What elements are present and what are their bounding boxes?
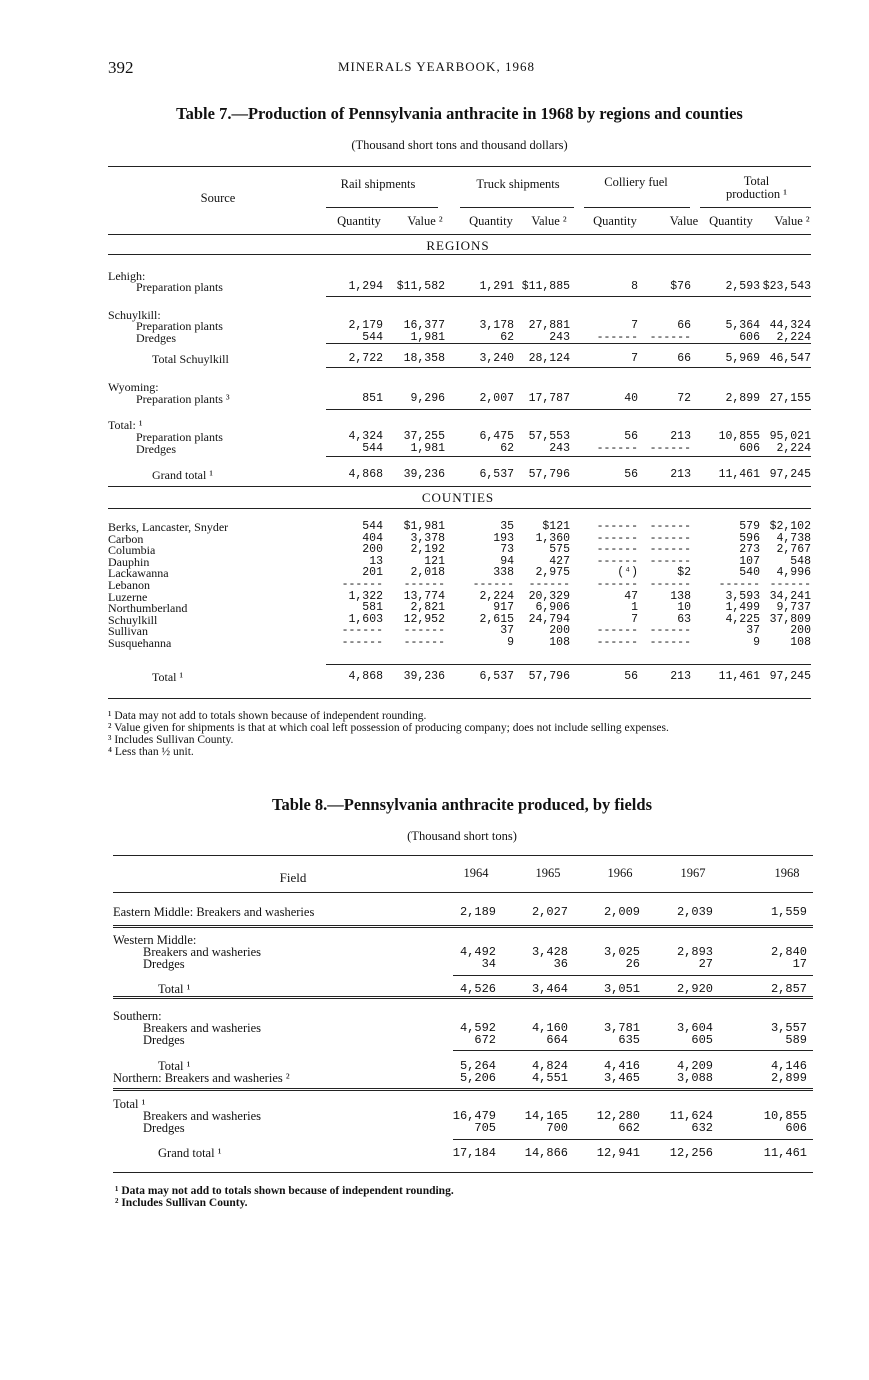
table7-subtitle: (Thousand short tons and thousand dollars)	[351, 138, 568, 152]
field-row-11-cell-3: 11,624	[669, 1109, 713, 1123]
field-row-13-cell-1: 14,866	[524, 1146, 568, 1160]
region-row-4-cell-0: 544	[362, 331, 383, 344]
field-row-7-cell-3: 605	[691, 1033, 713, 1047]
region-row-1-cell-6: 2,593	[725, 280, 760, 293]
county-row-9-cell-3: 200	[549, 624, 570, 638]
field-row-3-cell-1: 36	[553, 957, 568, 971]
county-row-10-cell-3: 108	[549, 636, 570, 649]
field-row-12-label: Dredges	[143, 1121, 185, 1135]
county-row-6-cell-3: 20,329	[528, 589, 570, 603]
region-row-5-cell-6: 5,969	[725, 352, 760, 365]
county-row-2-cell-5: ------	[649, 543, 691, 557]
county-row-9-label: Sullivan	[108, 624, 149, 639]
field-row-7-label: Dredges	[143, 1033, 185, 1047]
county-row-4-cell-3: 2,975	[535, 566, 570, 580]
county-row-9-cell-5: ------	[649, 624, 691, 638]
county-row-8-label: Schuylkill	[108, 612, 158, 627]
region-row-10-cell-3: 243	[549, 442, 570, 455]
region-row-7-label: Preparation plants ³	[136, 392, 230, 406]
field-row-8-cell-2: 4,416	[603, 1059, 640, 1073]
region-row-4-cell-3: 243	[549, 331, 570, 344]
region-row-0-label: Lehigh:	[108, 269, 146, 283]
county-row-2-cell-2: 73	[500, 543, 514, 557]
county-row-3-cell-2: 94	[500, 554, 514, 568]
field-row-6-cell-1: 4,160	[531, 1021, 568, 1035]
subheader-3: Value ²	[531, 214, 567, 228]
county-row-2-cell-3: 575	[549, 543, 570, 557]
region-row-1-cell-1: $11,582	[396, 280, 445, 293]
field-row-3-cell-3: 27	[698, 957, 713, 971]
region-row-5-cell-0: 2,722	[348, 352, 383, 365]
region-row-4-cell-5: ------	[649, 331, 691, 344]
region-row-4-cell-2: 62	[500, 331, 514, 344]
county-row-2-cell-7: 2,767	[776, 543, 811, 557]
region-row-9-cell-4: 56	[624, 430, 638, 443]
region-row-10-label: Dredges	[136, 442, 176, 456]
county-row-7-label: Northumberland	[108, 601, 188, 616]
county-row-1-cell-6: 596	[739, 531, 760, 545]
subheader-7: Value ²	[774, 214, 810, 228]
region-row-9-cell-1: 37,255	[403, 430, 445, 443]
county-row-1-label: Carbon	[108, 531, 144, 546]
region-row-11-cell-5: 213	[670, 468, 691, 481]
field-row-3-cell-2: 26	[625, 957, 640, 971]
table7-footnote-1: ² Value given for shipments is that at which coal left possession of producing company; does not include selling expenses.	[108, 722, 669, 734]
year-header-4: 1968	[774, 866, 800, 880]
counties-total-row-cell-7: 97,245	[769, 670, 811, 683]
field-row-12-cell-1: 700	[546, 1121, 568, 1135]
group-total-label: Total production ¹	[725, 174, 788, 201]
field-row-12-cell-4: 606	[785, 1121, 807, 1135]
county-row-9-cell-0: ------	[341, 624, 383, 638]
group-truck: Truck shipments	[476, 177, 560, 191]
county-row-6-cell-2: 2,224	[479, 589, 514, 603]
region-row-11-cell-2: 6,537	[479, 468, 514, 481]
field-row-12-cell-3: 632	[691, 1121, 713, 1135]
county-row-6-cell-7: 34,241	[769, 589, 811, 603]
county-row-1-cell-3: 1,360	[535, 531, 570, 545]
county-row-7-cell-4: 1	[631, 601, 638, 615]
county-row-2-cell-1: 2,192	[410, 543, 445, 557]
region-row-4-label: Dredges	[136, 331, 176, 345]
county-row-8-cell-4: 7	[631, 612, 638, 626]
year-header-3: 1967	[680, 866, 706, 880]
county-row-4-cell-5: $2	[677, 566, 691, 580]
county-row-0-cell-6: 579	[739, 520, 760, 533]
field-row-10-label: Total ¹	[113, 1097, 146, 1111]
group-colliery: Colliery fuel	[604, 175, 668, 189]
county-row-0-cell-7: $2,102	[769, 520, 811, 533]
table7-footnote-2: ³ Includes Sullivan County.	[108, 734, 234, 746]
region-row-3-label: Preparation plants	[136, 319, 223, 333]
field-row-9-label: Northern: Breakers and washeries ²	[113, 1071, 290, 1085]
county-row-4-cell-7: 4,996	[776, 566, 811, 580]
county-row-5-cell-5: ------	[649, 578, 691, 591]
field-row-13-cell-3: 12,256	[669, 1146, 713, 1160]
field-row-3-cell-4: 17	[792, 957, 807, 971]
region-row-11-cell-4: 56	[624, 468, 638, 481]
field-row-9-cell-1: 4,551	[531, 1071, 568, 1085]
table8-subtitle: (Thousand short tons)	[407, 829, 517, 843]
regions-label: REGIONS	[426, 238, 490, 253]
field-row-2-cell-3: 2,893	[676, 945, 713, 959]
county-row-8-cell-6: 4,225	[725, 612, 760, 626]
field-row-7-cell-0: 672	[474, 1033, 496, 1047]
field-row-8-cell-4: 4,146	[770, 1059, 807, 1073]
field-row-13-cell-2: 12,941	[596, 1146, 640, 1160]
region-row-3-cell-7: 44,324	[769, 319, 811, 332]
region-row-3-cell-4: 7	[631, 319, 638, 332]
region-row-1-cell-0: 1,294	[348, 280, 383, 293]
region-row-5-cell-4: 7	[631, 352, 638, 365]
field-row-4-label: Total ¹	[158, 982, 191, 996]
region-row-8-label: Total: ¹	[108, 418, 143, 432]
region-row-9-cell-0: 4,324	[348, 430, 383, 443]
county-row-5-cell-4: ------	[596, 578, 638, 591]
county-row-0-cell-1: $1,981	[403, 520, 445, 533]
running-title: MINERALS YEARBOOK, 1968	[338, 59, 535, 74]
field-row-6-label: Breakers and washeries	[143, 1021, 262, 1035]
county-row-6-cell-0: 1,322	[348, 589, 383, 603]
county-row-4-cell-1: 2,018	[410, 566, 445, 580]
page-number: 392	[108, 58, 134, 77]
counties-total-row-label: Total ¹	[152, 670, 184, 684]
source-header: Source	[200, 191, 236, 205]
field-row-7-cell-1: 664	[546, 1033, 568, 1047]
county-row-6-cell-1: 13,774	[403, 589, 445, 603]
county-row-9-cell-1: ------	[403, 624, 445, 638]
counties-total-row-cell-4: 56	[624, 670, 638, 683]
region-row-11-cell-3: 57,796	[528, 468, 570, 481]
county-row-3-cell-3: 427	[549, 554, 570, 568]
region-row-10-cell-4: ------	[596, 442, 638, 455]
region-row-7-cell-7: 27,155	[769, 392, 811, 405]
region-row-2-label: Schuylkill:	[108, 308, 161, 322]
field-row-4-cell-4: 2,857	[770, 982, 807, 996]
subheader-5: Value	[669, 214, 699, 228]
subheader-4: Quantity	[593, 214, 637, 228]
county-row-10-cell-6: 9	[753, 636, 760, 649]
field-row-1-label: Western Middle:	[113, 933, 197, 947]
region-row-1-cell-7: $23,543	[762, 280, 811, 293]
county-row-7-cell-0: 581	[362, 601, 383, 615]
field-row-13-cell-0: 17,184	[452, 1146, 496, 1160]
field-header: Field	[279, 870, 307, 885]
field-row-9-cell-2: 3,465	[603, 1071, 640, 1085]
field-row-2-cell-2: 3,025	[603, 945, 640, 959]
field-row-11-cell-1: 14,165	[524, 1109, 568, 1123]
region-row-7-cell-2: 2,007	[479, 392, 514, 405]
field-row-4-cell-1: 3,464	[531, 982, 568, 996]
region-row-1-cell-3: $11,885	[521, 280, 570, 293]
county-row-6-label: Luzerne	[108, 589, 148, 604]
county-row-9-cell-2: 37	[500, 624, 514, 638]
field-row-3	[113, 958, 813, 971]
county-row-0-cell-0: 544	[362, 520, 383, 533]
county-row-1-cell-1: 3,378	[410, 531, 445, 545]
county-row-3-label: Dauphin	[108, 554, 150, 569]
county-row-3-cell-6: 107	[739, 554, 760, 568]
county-row-10-cell-0: ------	[341, 636, 383, 649]
counties-total-row-cell-3: 57,796	[528, 670, 570, 683]
field-row-2-label: Breakers and washeries	[143, 945, 262, 959]
field-row-5-label: Southern:	[113, 1009, 162, 1023]
field-row-2-cell-0: 4,492	[459, 945, 496, 959]
county-row-4-cell-0: 201	[362, 566, 383, 580]
county-row-5-cell-1: ------	[403, 578, 445, 591]
county-row-3-cell-7: 548	[790, 554, 811, 568]
county-row-9-cell-6: 37	[746, 624, 760, 638]
region-row-9-cell-7: 95,021	[769, 430, 811, 443]
field-row-3-cell-0: 34	[481, 957, 496, 971]
region-row-9-label: Preparation plants	[136, 430, 223, 444]
field-row-9-cell-4: 2,899	[770, 1071, 807, 1085]
county-row-5-cell-7: ------	[769, 578, 811, 591]
region-row-5-label: Total Schuylkill	[152, 352, 229, 366]
region-row-3-cell-5: 66	[677, 319, 691, 332]
field-row-11-cell-2: 12,280	[596, 1109, 640, 1123]
county-row-7-cell-6: 1,499	[725, 601, 760, 615]
subheader-6: Quantity	[709, 214, 753, 228]
field-row-0-cell-0: 2,189	[459, 905, 496, 919]
field-row-11-label: Breakers and washeries	[143, 1109, 262, 1123]
field-row-6-cell-3: 3,604	[676, 1021, 713, 1035]
region-row-5-cell-1: 18,358	[403, 352, 445, 365]
county-row-0-cell-2: 35	[500, 520, 514, 533]
field-row-0	[113, 906, 813, 919]
county-row-1-cell-4: ------	[596, 531, 638, 545]
region-row-5-cell-5: 66	[677, 352, 691, 365]
region-row-3-cell-2: 3,178	[479, 319, 514, 332]
table8-footnote-0: ¹ Data may not add to totals shown because of independent rounding.	[115, 1185, 454, 1197]
year-header-2: 1966	[607, 866, 633, 880]
subheader-0: Quantity	[337, 214, 381, 228]
table7-footnote-0: ¹ Data may not add to totals shown because of independent rounding.	[108, 710, 427, 722]
region-row-11-cell-0: 4,868	[348, 468, 383, 481]
field-row-7-cell-4: 589	[785, 1033, 807, 1047]
subheader-2: Quantity	[469, 214, 513, 228]
region-row-7-cell-0: 851	[362, 392, 383, 405]
field-row-6-cell-4: 3,557	[770, 1021, 807, 1035]
subheader-1: Value ²	[407, 214, 443, 228]
county-row-10-cell-5: ------	[649, 636, 691, 649]
field-row-8-cell-1: 4,824	[531, 1059, 568, 1073]
county-row-4-cell-6: 540	[739, 566, 760, 580]
region-row-9-cell-6: 10,855	[718, 430, 760, 443]
field-row-4-cell-0: 4,526	[459, 982, 496, 996]
field-row-13	[113, 1147, 813, 1160]
region-row-1-cell-5: $76	[670, 280, 691, 293]
county-row-7-cell-5: 10	[677, 601, 691, 615]
region-row-7-cell-1: 9,296	[410, 392, 445, 405]
region-row-7-cell-6: 2,899	[725, 392, 760, 405]
region-row-4-cell-7: 2,224	[776, 331, 811, 344]
region-row-9-cell-3: 57,553	[528, 430, 570, 443]
field-row-4-cell-3: 2,920	[676, 982, 713, 996]
county-row-8-cell-3: 24,794	[528, 612, 570, 626]
county-row-10-label: Susquehanna	[108, 636, 172, 650]
field-row-0-cell-2: 2,009	[603, 905, 640, 919]
region-row-5-cell-3: 28,124	[528, 352, 570, 365]
field-row-13-cell-4: 11,461	[763, 1146, 807, 1160]
region-row-10-cell-7: 2,224	[776, 442, 811, 455]
region-row-3-cell-1: 16,377	[403, 319, 445, 332]
region-row-4-cell-1: 1,981	[410, 331, 445, 344]
counties-total-row-cell-5: 213	[670, 670, 691, 683]
county-row-9-cell-4: ------	[596, 624, 638, 638]
field-row-4	[113, 983, 813, 996]
region-row-9-cell-2: 6,475	[479, 430, 514, 443]
county-row-5-cell-2: ------	[472, 578, 514, 591]
county-row-8-cell-7: 37,809	[769, 612, 811, 626]
county-row-6-cell-5: 138	[670, 589, 691, 603]
region-row-4-cell-4: ------	[596, 331, 638, 344]
county-row-10-cell-2: 9	[507, 636, 514, 649]
region-row-11-cell-7: 97,245	[769, 468, 811, 481]
region-row-6-label: Wyoming:	[108, 380, 159, 394]
region-row-9-cell-5: 213	[670, 430, 691, 443]
field-row-2-cell-1: 3,428	[531, 945, 568, 959]
region-row-7-cell-5: 72	[677, 392, 691, 405]
field-row-8-label: Total ¹	[158, 1059, 191, 1073]
county-row-7-cell-3: 6,906	[535, 601, 570, 615]
county-row-8-cell-5: 63	[677, 612, 691, 626]
county-row-10-cell-4: ------	[596, 636, 638, 649]
county-row-3-cell-5: ------	[649, 554, 691, 568]
county-row-2-cell-0: 200	[362, 543, 383, 557]
county-row-4-label: Lackawanna	[108, 566, 169, 581]
field-row-2-cell-4: 2,840	[770, 945, 807, 959]
county-row-7-cell-2: 917	[493, 601, 514, 615]
county-row-5-cell-0: ------	[341, 578, 383, 591]
field-row-12-cell-2: 662	[618, 1121, 640, 1135]
field-row-9-cell-3: 3,088	[676, 1071, 713, 1085]
field-row-6-cell-0: 4,592	[459, 1021, 496, 1035]
counties-total-row-cell-6: 11,461	[718, 670, 760, 683]
field-row-3-label: Dredges	[143, 957, 185, 971]
region-row-11-cell-6: 11,461	[718, 468, 760, 481]
region-row-11-cell-1: 39,236	[403, 468, 445, 481]
county-row-5-label: Lebanon	[108, 578, 150, 592]
counties-label: COUNTIES	[421, 490, 495, 505]
region-row-4-cell-6: 606	[739, 331, 760, 344]
county-row-0-cell-3: $121	[542, 520, 570, 533]
field-row-0-cell-4: 1,559	[770, 905, 807, 919]
field-row-9	[113, 1072, 813, 1085]
region-row-10-cell-0: 544	[362, 442, 383, 455]
county-row-0-label: Berks, Lancaster, Snyder	[108, 520, 229, 534]
field-row-0-cell-3: 2,039	[676, 905, 713, 919]
table8-footnotes	[115, 1185, 805, 1209]
county-row-2-label: Columbia	[108, 543, 156, 558]
field-row-7	[113, 1034, 813, 1047]
county-row-0-cell-5: ------	[649, 520, 691, 533]
field-row-6-cell-2: 3,781	[603, 1021, 640, 1035]
county-row-5-cell-6: ------	[718, 578, 760, 591]
field-row-12-cell-0: 705	[474, 1121, 496, 1135]
county-row-8-cell-2: 2,615	[479, 612, 514, 626]
county-row-4-cell-2: 338	[493, 566, 514, 580]
county-row-8-cell-0: 1,603	[348, 612, 383, 626]
counties-total-row-cell-2: 6,537	[479, 670, 514, 683]
region-row-1-cell-4: 8	[631, 280, 638, 293]
county-row-3-cell-4: ------	[596, 554, 638, 568]
table7-footnote-3: ⁴ Less than ½ unit.	[108, 746, 194, 758]
county-row-10-cell-7: 108	[790, 636, 811, 649]
region-row-11-label: Grand total ¹	[152, 468, 213, 482]
county-row-6-cell-4: 47	[624, 589, 638, 603]
county-row-10-cell-1: ------	[403, 636, 445, 649]
field-row-13-label: Grand total ¹	[158, 1146, 222, 1160]
region-row-7-cell-4: 40	[624, 392, 638, 405]
field-row-11-cell-4: 10,855	[763, 1109, 807, 1123]
county-row-8-cell-1: 12,952	[403, 612, 445, 626]
region-row-5-cell-7: 46,547	[769, 352, 811, 365]
county-row-1-cell-5: ------	[649, 531, 691, 545]
field-row-0-label: Eastern Middle: Breakers and washeries	[113, 905, 315, 919]
region-row-10-cell-5: ------	[649, 442, 691, 455]
table8	[113, 0, 813, 1380]
region-row-3-cell-3: 27,881	[528, 319, 570, 332]
field-row-11-cell-0: 16,479	[452, 1109, 496, 1123]
field-row-4-cell-2: 3,051	[603, 982, 640, 996]
region-row-3-cell-6: 5,364	[725, 319, 760, 332]
region-row-10-cell-2: 62	[500, 442, 514, 455]
county-row-3-cell-1: 121	[424, 554, 445, 568]
field-row-0-cell-1: 2,027	[531, 905, 568, 919]
counties-total-row-cell-0: 4,868	[348, 670, 383, 683]
county-row-9-cell-7: 200	[790, 624, 811, 638]
field-row-12	[113, 1122, 813, 1135]
field-row-8-cell-3: 4,209	[676, 1059, 713, 1073]
field-row-9-cell-0: 5,206	[459, 1071, 496, 1085]
table8-footnote-1: ² Includes Sullivan County.	[115, 1197, 248, 1209]
year-header-0: 1964	[463, 866, 489, 880]
county-row-7-cell-1: 2,821	[410, 601, 445, 615]
region-row-7-cell-3: 17,787	[528, 392, 570, 405]
county-row-4-cell-4: (⁴)	[617, 566, 638, 580]
county-row-1-cell-2: 193	[493, 531, 514, 545]
region-row-1-label: Preparation plants	[136, 280, 223, 294]
county-row-1-cell-0: 404	[362, 531, 383, 545]
county-row-2-cell-4: ------	[596, 543, 638, 557]
table7-title: Table 7.—Production of Pennsylvania anthracite in 1968 by regions and counties	[176, 104, 743, 123]
region-row-1-cell-2: 1,291	[479, 280, 514, 293]
county-row-5-cell-3: ------	[528, 578, 570, 591]
region-row-10-cell-1: 1,981	[410, 442, 445, 455]
county-row-2-cell-6: 273	[739, 543, 760, 557]
region-row-3-cell-0: 2,179	[348, 319, 383, 332]
table8-title: Table 8.—Pennsylvania anthracite produced, by fields	[271, 795, 652, 814]
county-row-7-cell-7: 9,737	[776, 601, 811, 615]
county-row-0-cell-4: ------	[596, 520, 638, 533]
group-rail: Rail shipments	[340, 177, 416, 191]
county-row-1-cell-7: 4,738	[776, 531, 811, 545]
county-row-6-cell-6: 3,593	[725, 589, 760, 603]
field-row-8-cell-0: 5,264	[459, 1059, 496, 1073]
region-row-5-cell-2: 3,240	[479, 352, 514, 365]
counties-total-row-cell-1: 39,236	[403, 670, 445, 683]
county-row-3-cell-0: 13	[369, 554, 383, 568]
field-row-7-cell-2: 635	[618, 1033, 640, 1047]
region-row-10-cell-6: 606	[739, 442, 760, 455]
year-header-1: 1965	[535, 866, 561, 880]
